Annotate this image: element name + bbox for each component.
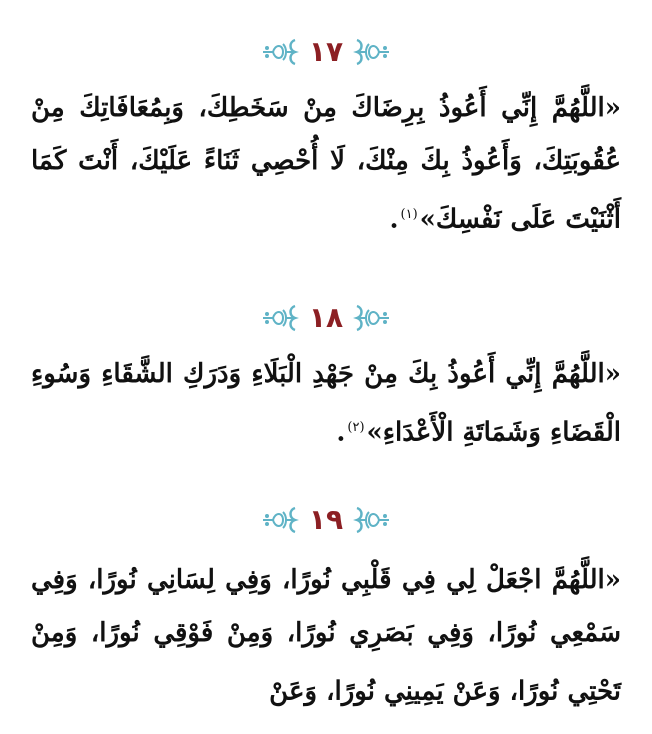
dua-body: «اللَّهُمَّ اجْعَلْ لِي فِي قَلْبِي نُورًا، وَفِي لِسَانِي نُورًا، وَفِي سَمْعِي نُورًا، وَفِي بَصَرِي نُورًا، وَمِنْ فَوْقِي نُورًا، وَمِنْ تَحْتِي نُورًا، وَعَنْ يَمِينِي نُورًا، وَعَنْ <box>31 565 621 707</box>
dua-body: «اللَّهُمَّ إِنِّي أَعُوذُ بِكَ مِنْ جَهْدِ الْبَلَاءِ وَدَرَكِ الشَّقَاءِ وَسُوءِ الْقَضَاءِ وَشَمَاتَةِ الْأَعْدَاءِ» <box>31 359 621 448</box>
dua-section-19 <box>0 500 652 719</box>
ornament-frame <box>261 298 391 338</box>
dua-end-punct: . <box>336 417 346 448</box>
dua-body: «اللَّهُمَّ إِنِّي أَعُوذُ بِرِضَاكَ مِنْ سَخَطِكَ، وَبِمُعَافَاتِكَ مِنْ عُقُوبَتِكَ، وَأَعُوذُ بِكَ مِنْكَ، لَا أُحْصِي ثَنَاءً عَلَيْكَ، أَنْتَ كَمَا أَثْنَيْتَ عَلَى نَفْسِكَ» <box>31 93 621 235</box>
section-number: ١٨ <box>308 301 344 334</box>
dua-text <box>31 348 621 460</box>
section-header <box>0 32 652 72</box>
dua-text <box>31 82 621 247</box>
footnote-marker[interactable]: (٢) <box>347 420 365 435</box>
ornament-frame <box>261 500 391 540</box>
section-number: ١٩ <box>308 503 344 536</box>
footnote-marker[interactable]: (١) <box>400 207 418 222</box>
dua-text <box>31 554 621 719</box>
section-number: ١٧ <box>308 35 344 68</box>
dua-section-17 <box>0 32 652 247</box>
dua-section-18 <box>0 298 652 460</box>
section-header <box>0 298 652 338</box>
ornament-frame <box>261 32 391 72</box>
dua-end-punct: . <box>389 204 399 235</box>
section-header <box>0 500 652 540</box>
